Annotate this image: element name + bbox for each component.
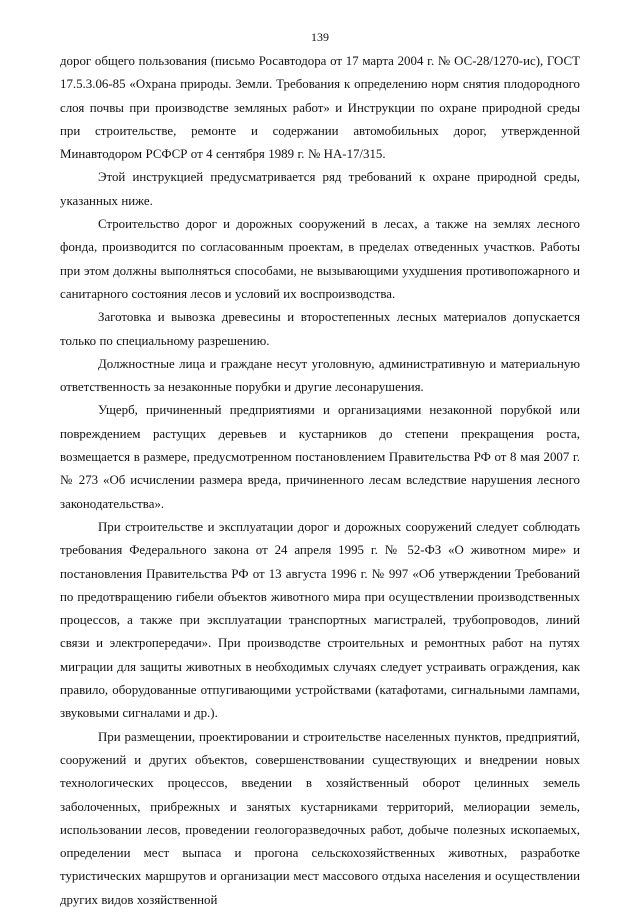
paragraph: Должностные лица и граждане несут уголовную, административную и материальную ответственность за незаконные порубки и другие лесонарушения. — [60, 356, 580, 395]
paragraph: Ущерб, причиненный предприятиями и организациями незаконной порубкой или повреждением растущих деревьев и кустарников до степени прекращения роста, возмещается в размере, предусмотренном постановлением Правительства РФ от 8 мая 2007 г. № 273 «Об исчислении размера вреда, причиненного лесам вследствие нарушения лесного законодательства». — [60, 403, 580, 511]
paragraph: Заготовка и вывозка древесины и второстепенных лесных материалов допускается только по специальному разрешению. — [60, 310, 580, 348]
paragraph: Этой инструкцией предусматривается ряд требований к охране природной среды, указанных ниже. — [60, 170, 580, 208]
page-number: 139 — [311, 30, 329, 44]
paragraph: дорог общего пользования (письмо Росавтодора от 17 марта 2004 г. № ОС-28/1270-ис), ГОСТ 17.5.3.06-85 «Охрана природы. Земли. Требования к определению норм снятия плодородного слоя почвы при производстве земляных работ» и Инструкции по охране природной среды при строительстве, ремонте и содержании автомобильных дорог, утвержденной Минавтодором РСФСР от 4 сентября 1989 г. № НА-17/315. — [60, 54, 580, 162]
paragraph: Строительство дорог и дорожных сооружений в лесах, а также на землях лесного фонда, производится по согласованным проектам, в пределах отведенных участков. Работы при этом должны выполняться способами, не вызывающими ухудшения противопожарного и санитарного состояния лесов и условий их воспроизводства. — [60, 217, 580, 301]
body-text — [60, 50, 580, 912]
paragraph: При размещении, проектировании и строительстве населенных пунктов, предприятий, сооружений и других объектов, совершенствовании существующих и внедрении новых технологических процессов, введении в хозяйственный оборот целинных земель заболоченных, прибрежных и занятых кустарниками территорий, мелиорации земель, использовании лесов, проведении геологоразведочных работ, добыче полезных ископаемых, определении мест выпаса и прогона сельскохозяйственных животных, разработке туристических маршрутов и организации мест массового отдыха населения и осуществлении других видов хозяйственной — [60, 729, 580, 907]
paragraph: При строительстве и эксплуатации дорог и дорожных сооружений следует соблюдать требования Федерального закона от 24 апреля 1995 г. № 52-ФЗ «О животном мире» и постановления Правительства РФ от 13 августа 1996 г. № 997 «Об утверждении Требований по предотвращению гибели объектов животного мира при осуществлении производственных процессов, а также при эксплуатации транспортных магистралей, трубопроводов, линий связи и электропередачи». При производстве строительных и ремонтных работ на путях миграции для защиты животных в необходимых случаях следует устраивать ограждения, как правило, оборудованные отпугивающими устройствами (катафотами, сигнальными лампами, звуковыми сигналами и др.). — [60, 519, 580, 721]
